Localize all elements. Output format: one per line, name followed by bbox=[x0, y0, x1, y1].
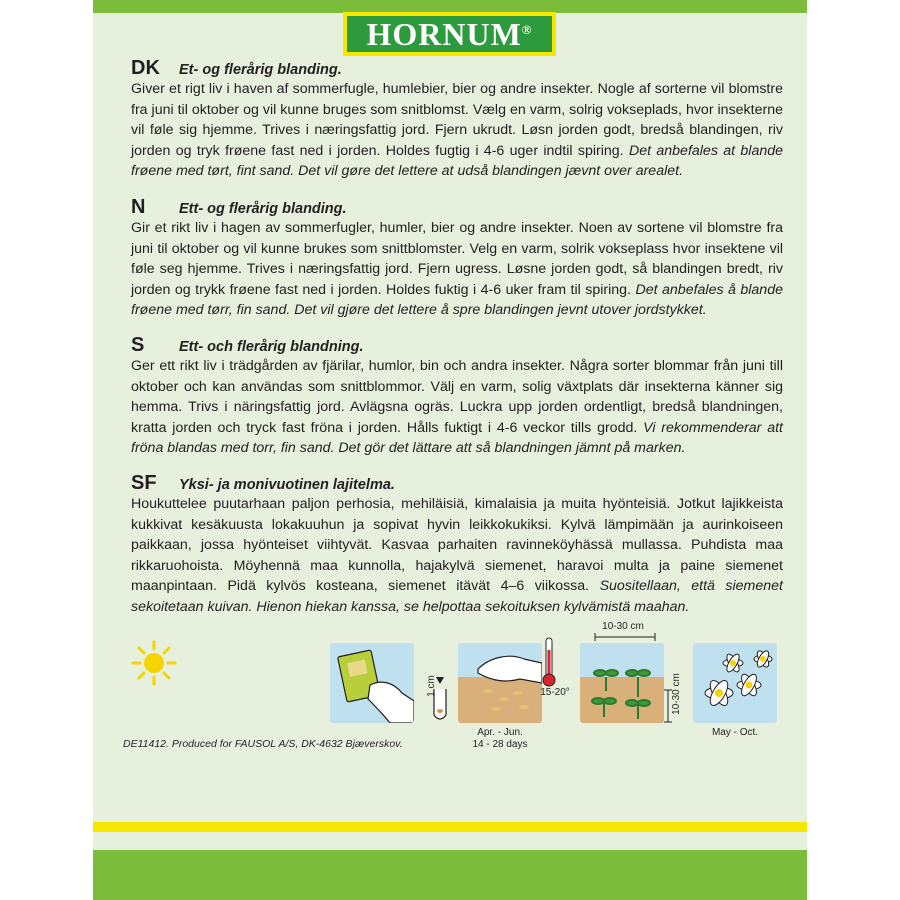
flowers-icon bbox=[693, 643, 777, 723]
section-note-sf: Suositellaan, että siemenet sekoitetaan kuivan. Hienon hiekan kanssa, se helpottaa sekoituksen kylvämistä maahan. bbox=[131, 578, 783, 615]
section-body-dk: Giver et rigt liv i haven af sommerfugle, humlebier, bier og andre insekter. Nogle af sorterne vil blomstre fra juni til oktober og vil kunne bruges som snitblomst. Vælg en varm, solrig vokseplads, hvor insekterne vil føle sig hjemme. Trives i næringsfattig jord. Fjern ukrudt. Løsn jorden godt, bredså blandingen, riv jorden og tryk frøene fast ned i jorden. Holdes fugtig i 4-6 uger indtil spiring. bbox=[131, 81, 783, 159]
seedlings-icon bbox=[580, 643, 664, 723]
brand-logo bbox=[343, 12, 556, 56]
pictogram-seedling-panel bbox=[580, 643, 664, 723]
temperature-label: 15-20° bbox=[540, 687, 570, 698]
section-body-sf: Houkuttelee puutarhaan paljon perhosia, mehiläisiä, kimalaisia ja muita hyönteisiä. Jotkut lajikkeista kukkivat kesäkuusta lokakuuhun ja sopivat hyvin leikkokukiksi. Kylvä lämpimään ja aurinkoiseen paikkaan, jossa hyönteiset viihtyvät. Kasvaa parhaiten ravinneköyhässä mullassa. Puhdista maa rikkaruohoista. Möyhennä maa kunnolla, hajakylvä siemenet, haravoi multa ja paine siemenet maanpintaan. Pidä kylvös kosteana, siemenet itävät 4–6 viikossa. bbox=[131, 496, 783, 595]
language-code-n: N bbox=[131, 196, 146, 218]
bloom-period-label: May - Oct. bbox=[711, 727, 759, 738]
registered-mark: ® bbox=[521, 22, 533, 37]
language-code-sf: SF bbox=[131, 472, 157, 494]
section-dk bbox=[131, 57, 783, 182]
section-title-sf: Yksi- ja monivuotinen lajitelma. bbox=[179, 477, 395, 493]
yellow-stripe bbox=[93, 822, 807, 832]
section-title-s: Ett- och flerårig blandning. bbox=[179, 339, 364, 355]
seed-packet bbox=[93, 0, 807, 900]
depth-label: 1 cm bbox=[426, 675, 437, 697]
sun-icon bbox=[131, 640, 177, 686]
section-body-n: Gir et rikt liv i hagen av sommerfugler, humler, bier og andre insekter. Noen av sortene vil blomstre fra juni til oktober og vil kunne brukes som snittblomster. Velg en varm, solrik vokseplass hvor insektene vil føle seg hjemme. Trives i næringsfattig jord. Fjern ugress. Løsne jorden godt, så blandingen bredt, riv jorden og trykk frøene fast ned i jorden. Holdes fuktig i 4-6 uker fram til spiring. bbox=[131, 220, 783, 298]
thermometer-icon bbox=[542, 636, 556, 688]
section-note-n: Det anbefales å blande frøene med tørr, fin sand. Det vil gjøre det lettere å spre blandingen jevnt utover jordstykket. bbox=[131, 281, 783, 319]
language-code-dk: DK bbox=[131, 57, 160, 79]
language-code-s: S bbox=[131, 334, 145, 356]
section-body-s: Ger ett rikt liv i trädgården av fjärilar, humlor, bin och andra insekter. Några sorter blommar från juni till oktober och kan användas som snittblommor. Välj en varm, solig växtplats där insekterna känner sig hemma. Trivs i näringsfattig jord. Avlägsna ogräs. Luckra upp jorden ordentligt, bredså blandningen, kratta jorden och tryck fast fröna i jorden. Hålls fuktigt i 4-6 veckor tills grodd. bbox=[131, 358, 783, 436]
product-code: DE11412. Produced for FAUSOL A/S, DK-4632 Bjæverskov. bbox=[123, 738, 403, 750]
section-n bbox=[131, 196, 783, 321]
section-s bbox=[131, 334, 783, 459]
section-note-dk: Det anbefales at blande frøene med tørt, fint sand. Det vil gøre det lettere at udså blandingen jævnt over arealet. bbox=[131, 142, 784, 180]
pictogram-flowers-panel bbox=[693, 643, 777, 723]
pictogram-packet-panel bbox=[330, 643, 414, 723]
spacing-horizontal-label: 10-30 cm bbox=[602, 621, 644, 632]
sowing-hand-icon bbox=[458, 643, 542, 723]
section-note-s: Vi rekommenderar att fröna blandas med torr, fin sand. Det gör det lättare att så blandningen jämnt på marken. bbox=[131, 419, 783, 457]
section-title-n: Ett- og flerårig blanding. bbox=[179, 201, 347, 217]
sow-period-label: Apr. - Jun. bbox=[477, 727, 523, 738]
logo-text: HORNUM bbox=[366, 16, 522, 52]
bottom-green-band bbox=[93, 850, 807, 900]
spacing-arrow-icon bbox=[593, 633, 657, 641]
hand-packet-icon bbox=[330, 643, 414, 723]
pictogram-sowing-panel bbox=[458, 643, 542, 723]
section-sf bbox=[131, 472, 783, 618]
germination-label: 14 - 28 days bbox=[472, 739, 528, 750]
spacing-vertical-label: 10-30 cm bbox=[671, 673, 682, 715]
section-title-dk: Et- og flerårig blanding. bbox=[179, 62, 342, 78]
